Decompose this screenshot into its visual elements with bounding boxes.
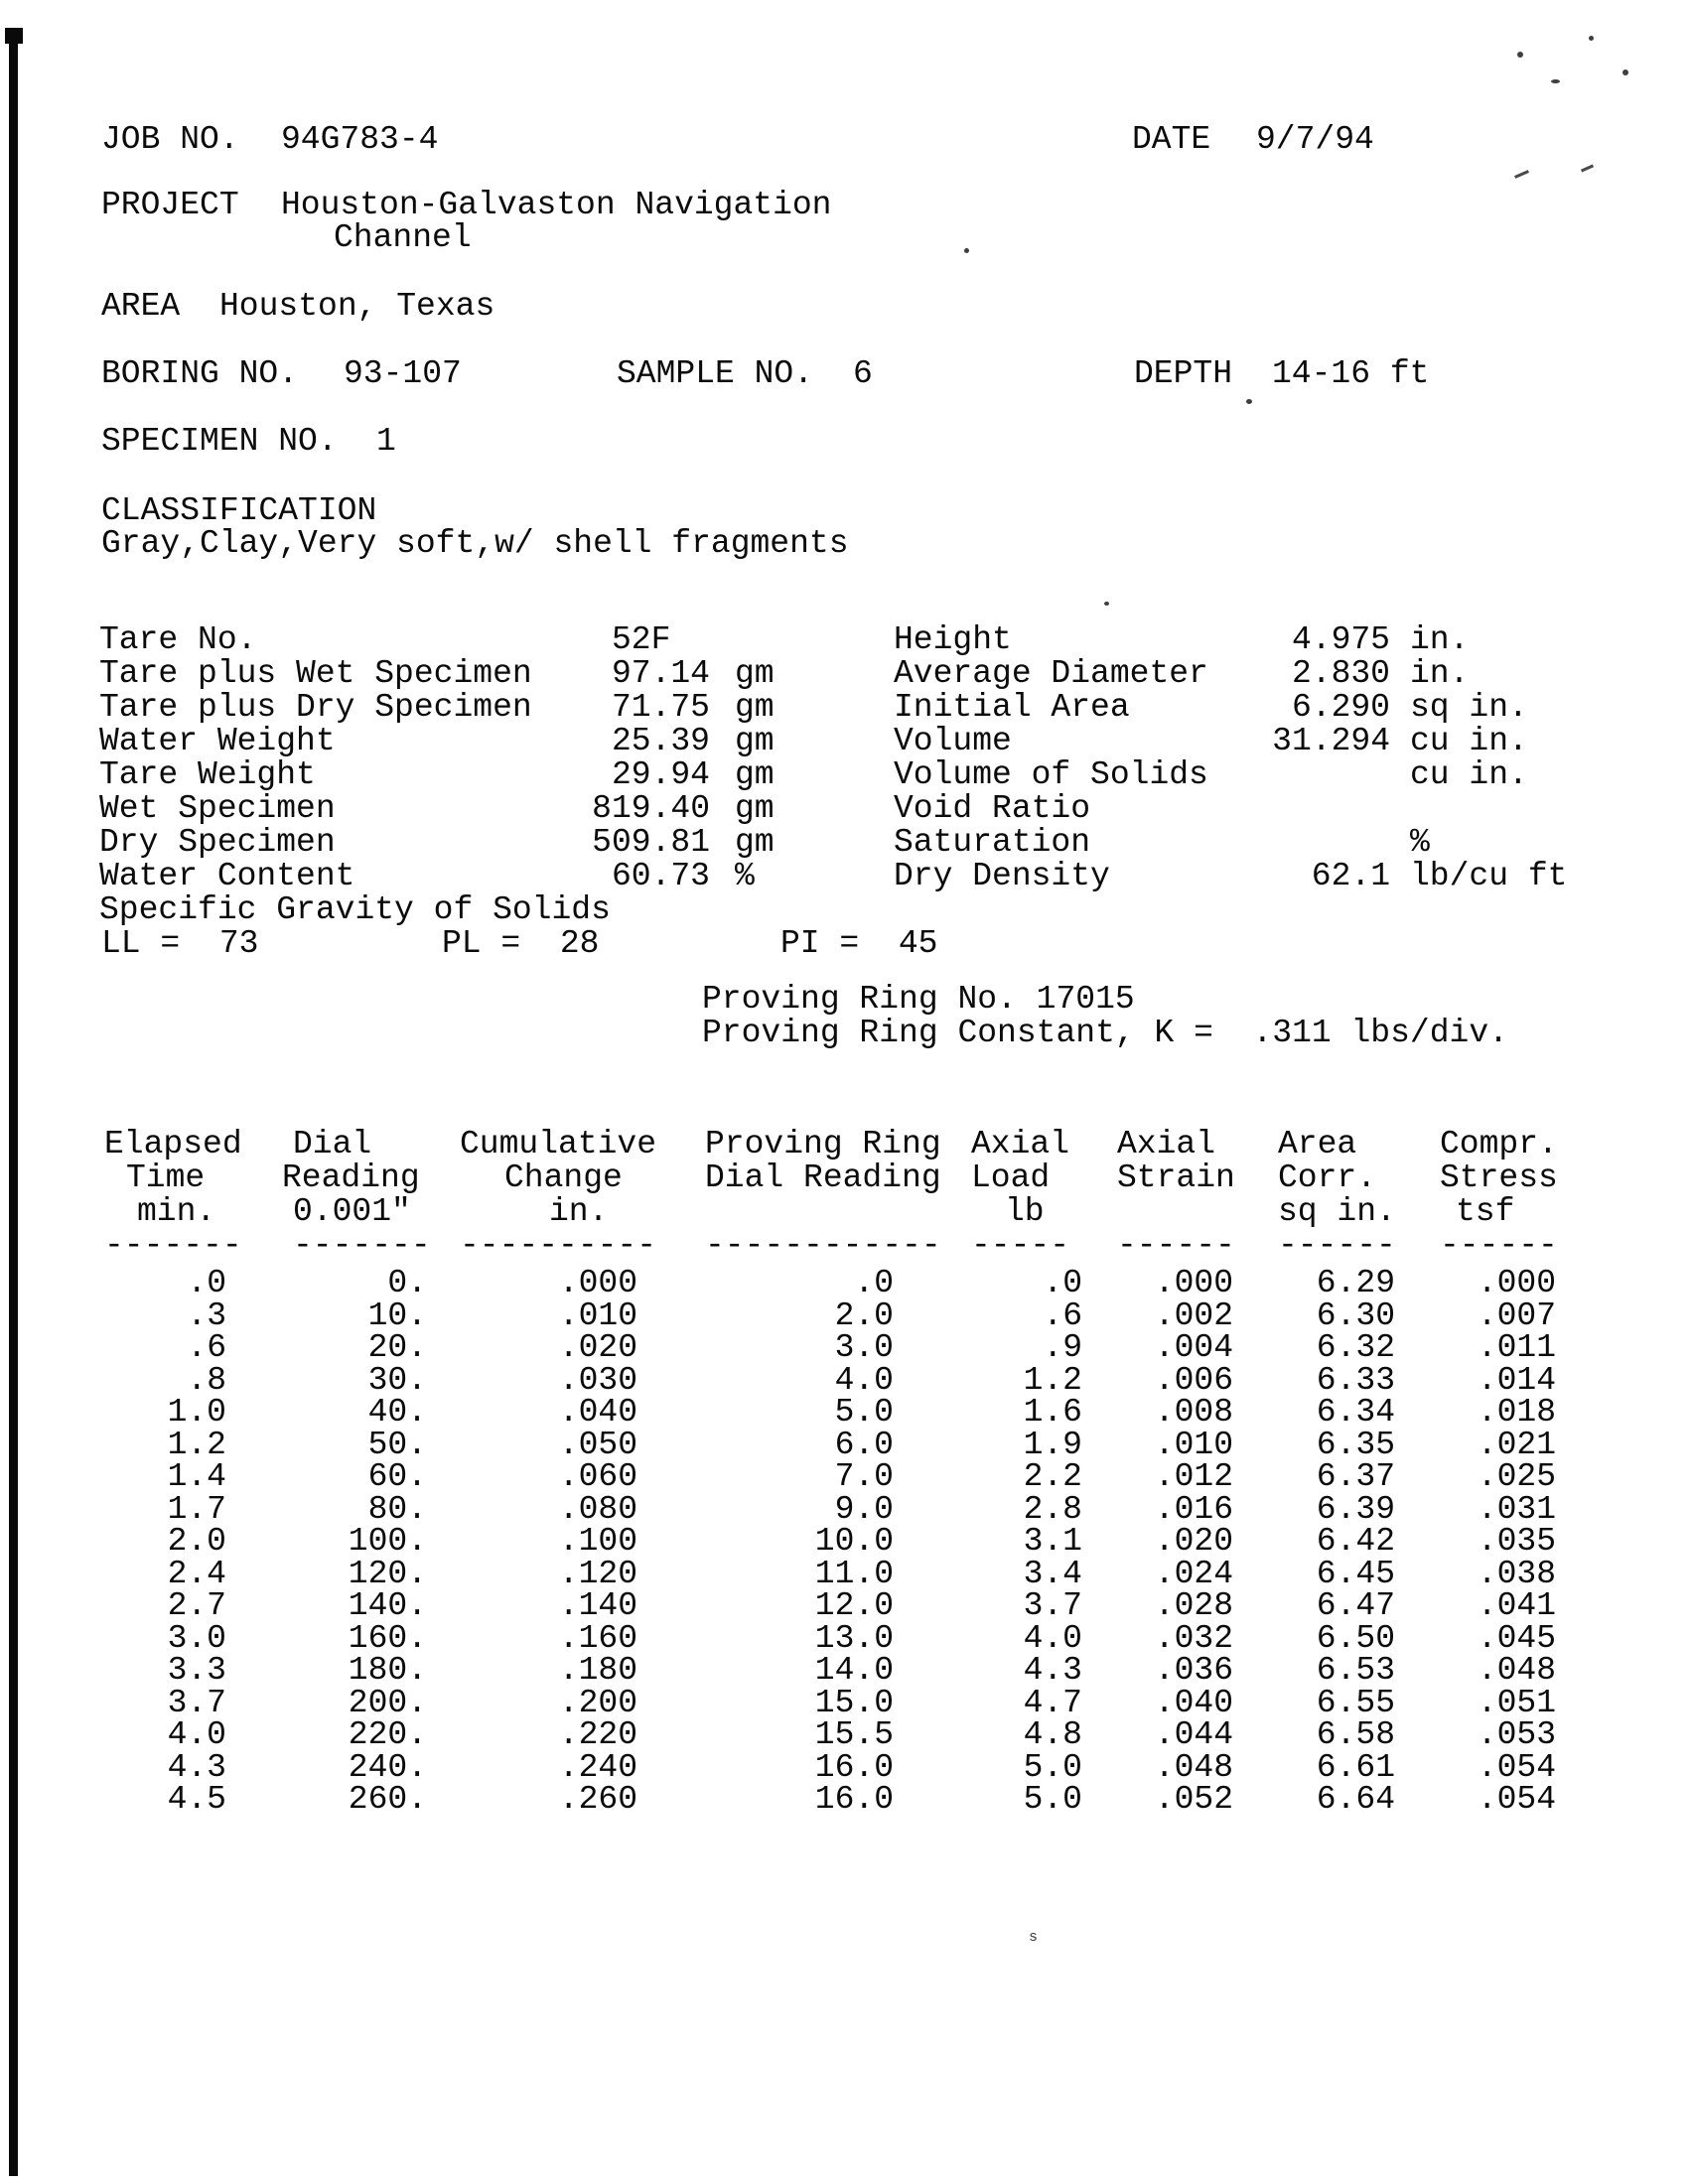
scan-speck — [1622, 69, 1628, 75]
table-cell: .100 — [558, 1523, 637, 1560]
table-cell: .080 — [558, 1490, 637, 1528]
col-header-dial: Dial — [293, 1126, 372, 1162]
table-cell: 14.0 — [814, 1652, 894, 1689]
project-value-line2: Channel — [334, 219, 472, 256]
table-cell: 6.47 — [1316, 1587, 1395, 1624]
table-row — [0, 1589, 1692, 1622]
scan-speck — [1551, 79, 1560, 83]
table-cell: 6.32 — [1316, 1329, 1395, 1366]
spec-row-unit: gm — [735, 723, 775, 759]
table-cell: 6.35 — [1316, 1426, 1395, 1463]
col-header-stress: Stress — [1440, 1160, 1558, 1196]
table-cell: .3 — [187, 1297, 226, 1334]
table-cell: 4.5 — [167, 1781, 226, 1818]
table-cell: 260. — [348, 1781, 427, 1818]
col-divider: ------------ — [705, 1227, 941, 1264]
table-cell: .038 — [1477, 1555, 1556, 1592]
table-cell: .180 — [558, 1652, 637, 1689]
spec-row-unit: in. — [1410, 655, 1470, 692]
col-unit-sq-in: sq in. — [1278, 1193, 1396, 1230]
table-cell: .048 — [1477, 1652, 1556, 1689]
table-cell: 6.30 — [1316, 1297, 1395, 1334]
spec-row-unit: gm — [735, 756, 775, 793]
table-cell: 6.53 — [1316, 1652, 1395, 1689]
table-cell: .052 — [1154, 1781, 1233, 1818]
spec-row-unit: gm — [735, 655, 775, 692]
table-row — [0, 1718, 1692, 1751]
spec-row-label: Dry Density — [894, 858, 1110, 894]
spec-row-unit: cu in. — [1410, 756, 1528, 793]
spec-row-label: Water Content — [99, 858, 355, 894]
table-cell: 12.0 — [814, 1587, 894, 1624]
project-value-line1: Houston-Galvaston Navigation — [281, 187, 832, 223]
scan-speck — [1517, 52, 1523, 58]
spec-row-value: 4.975 — [1291, 621, 1390, 658]
table-cell: 140. — [348, 1587, 427, 1624]
depth-label: DEPTH — [1134, 355, 1233, 392]
table-cell: 6.42 — [1316, 1523, 1395, 1560]
table-row — [0, 1490, 1692, 1528]
spec-row-unit: in. — [1410, 621, 1470, 658]
table-cell: .032 — [1154, 1619, 1233, 1657]
plasticity-index: PI = 45 — [780, 925, 938, 962]
table-row — [0, 1426, 1692, 1463]
table-cell: .008 — [1154, 1394, 1233, 1431]
scan-speck — [1514, 170, 1529, 179]
spec-row-value: 29.94 — [611, 756, 710, 793]
table-cell: 5.0 — [1023, 1748, 1082, 1786]
spec-row-value: 60.73 — [611, 858, 710, 894]
table-cell: .006 — [1154, 1361, 1233, 1399]
table-cell: 2.4 — [167, 1555, 226, 1592]
table-cell: .6 — [1043, 1297, 1082, 1334]
table-cell: .035 — [1477, 1523, 1556, 1560]
area-value: Houston, Texas — [219, 288, 495, 325]
spec-row-label: Tare plus Wet Specimen — [99, 655, 532, 692]
table-cell: 1.7 — [167, 1490, 226, 1528]
table-cell: .040 — [558, 1394, 637, 1431]
table-cell: .048 — [1154, 1748, 1233, 1786]
table-cell: 180. — [348, 1652, 427, 1689]
table-cell: 30. — [367, 1361, 427, 1399]
table-cell: .045 — [1477, 1619, 1556, 1657]
spec-row-unit: cu in. — [1410, 723, 1528, 759]
table-row — [0, 1748, 1692, 1786]
table-cell: .160 — [558, 1619, 637, 1657]
col-divider: ------ — [1278, 1227, 1396, 1264]
table-row — [0, 1525, 1692, 1558]
scan-speck — [1104, 602, 1109, 606]
scan-speck — [1589, 36, 1594, 41]
table-cell: 6.39 — [1316, 1490, 1395, 1528]
table-cell: .050 — [558, 1426, 637, 1463]
table-cell: .011 — [1477, 1329, 1556, 1366]
table-cell: 6.29 — [1316, 1265, 1395, 1301]
table-cell: 1.4 — [167, 1458, 226, 1495]
table-cell: .040 — [1154, 1684, 1233, 1721]
table-cell: .260 — [558, 1781, 637, 1818]
table-cell: .007 — [1477, 1297, 1556, 1334]
table-cell: 3.3 — [167, 1652, 226, 1689]
classification-value: Gray,Clay,Very soft,w/ shell fragments — [101, 525, 849, 562]
table-cell: 3.4 — [1023, 1555, 1082, 1592]
table-row — [0, 1361, 1692, 1399]
spec-row-unit: % — [735, 858, 755, 894]
table-cell: 3.0 — [167, 1619, 226, 1657]
col-header-proving-ring: Proving Ring — [705, 1126, 941, 1162]
boring-no-label: BORING NO. — [101, 355, 299, 392]
table-cell: 5.0 — [1023, 1781, 1082, 1818]
table-row — [0, 1460, 1692, 1493]
table-cell: .014 — [1477, 1361, 1556, 1399]
table-cell: .004 — [1154, 1329, 1233, 1366]
spec-row-value: 25.39 — [611, 723, 710, 759]
spec-row-value: 97.14 — [611, 655, 710, 692]
table-cell: .120 — [558, 1555, 637, 1592]
specimen-no-label: SPECIMEN NO. — [101, 423, 338, 460]
spec-row-value: 6.290 — [1291, 689, 1390, 726]
table-cell: .000 — [558, 1265, 637, 1301]
table-cell: 1.0 — [167, 1394, 226, 1431]
table-cell: 4.0 — [167, 1716, 226, 1753]
table-row — [0, 1684, 1692, 1721]
spec-row-label: Height — [894, 621, 1012, 658]
table-row — [0, 1555, 1692, 1592]
table-cell: 6.37 — [1316, 1458, 1395, 1495]
spec-row-label: Tare plus Dry Specimen — [99, 689, 532, 726]
table-cell: .9 — [1043, 1329, 1082, 1366]
table-cell: 1.2 — [1023, 1361, 1082, 1399]
table-cell: 200. — [348, 1684, 427, 1721]
table-cell: 120. — [348, 1555, 427, 1592]
table-cell: 10. — [367, 1297, 427, 1334]
spec-row-value: 31.294 — [1272, 723, 1390, 759]
spec-row-unit: gm — [735, 824, 775, 861]
table-cell: .030 — [558, 1361, 637, 1399]
spec-row-value: 2.830 — [1291, 655, 1390, 692]
table-cell: 160. — [348, 1619, 427, 1657]
table-cell: .140 — [558, 1587, 637, 1624]
table-cell: 6.0 — [834, 1426, 894, 1463]
table-cell: .6 — [187, 1329, 226, 1366]
table-cell: .000 — [1477, 1265, 1556, 1301]
table-cell: .054 — [1477, 1748, 1556, 1786]
table-row — [0, 1396, 1692, 1429]
table-cell: 20. — [367, 1329, 427, 1366]
spec-row-label: Initial Area — [894, 689, 1130, 726]
spec-row-unit: % — [1410, 824, 1430, 861]
table-cell: .010 — [1154, 1426, 1233, 1463]
table-cell: .012 — [1154, 1458, 1233, 1495]
table-cell: 1.2 — [167, 1426, 226, 1463]
table-cell: 4.0 — [1023, 1619, 1082, 1657]
table-cell: 220. — [348, 1716, 427, 1753]
table-cell: .036 — [1154, 1652, 1233, 1689]
col-header-elapsed: Elapsed — [104, 1126, 242, 1162]
spec-row-label: Dry Specimen — [99, 824, 336, 861]
plastic-limit: PL = 28 — [442, 925, 600, 962]
table-cell: 4.0 — [834, 1361, 894, 1399]
spec-row-unit: sq in. — [1410, 689, 1528, 726]
col-unit-in: in. — [549, 1193, 609, 1230]
table-row — [0, 1299, 1692, 1332]
col-header-dial-reading: Dial Reading — [705, 1160, 941, 1196]
table-cell: 6.45 — [1316, 1555, 1395, 1592]
table-cell: 6.58 — [1316, 1716, 1395, 1753]
specimen-no-value: 1 — [376, 423, 396, 460]
scan-edge-artifact — [9, 30, 18, 2176]
proving-ring-constant: Proving Ring Constant, K = .311 lbs/div. — [702, 1015, 1508, 1051]
depth-value: 14-16 ft — [1272, 355, 1430, 392]
spec-row-label: Volume of Solids — [894, 756, 1208, 793]
table-row — [0, 1331, 1692, 1364]
col-header-time: Time — [126, 1160, 206, 1196]
col-header-reading: Reading — [282, 1160, 420, 1196]
spec-row-value: 62.1 — [1311, 858, 1390, 894]
date-label: DATE — [1132, 121, 1211, 158]
table-cell: .025 — [1477, 1458, 1556, 1495]
table-cell: .010 — [558, 1297, 637, 1334]
job-no-value: 94G783-4 — [281, 121, 439, 158]
scan-speck — [964, 248, 969, 253]
proving-ring-no: Proving Ring No. 17015 — [702, 981, 1135, 1018]
table-cell: 15.5 — [814, 1716, 894, 1753]
spec-row-label: Tare Weight — [99, 756, 316, 793]
table-cell: .240 — [558, 1748, 637, 1786]
scan-speck — [1246, 399, 1252, 404]
table-cell: .8 — [187, 1361, 226, 1399]
table-cell: 6.33 — [1316, 1361, 1395, 1399]
col-divider: ------- — [293, 1227, 431, 1264]
col-header-change: Change — [504, 1160, 623, 1196]
spec-row-label: Wet Specimen — [99, 790, 336, 827]
spec-row-label: Average Diameter — [894, 655, 1208, 692]
table-cell: .002 — [1154, 1297, 1233, 1334]
col-divider: ----- — [971, 1227, 1070, 1264]
table-cell: 16.0 — [814, 1748, 894, 1786]
table-cell: 2.0 — [167, 1523, 226, 1560]
table-cell: 3.7 — [167, 1684, 226, 1721]
table-row — [0, 1619, 1692, 1657]
sample-no-value: 6 — [853, 355, 873, 392]
table-cell: 2.7 — [167, 1587, 226, 1624]
spec-row-label: Saturation — [894, 824, 1091, 861]
table-cell: 100. — [348, 1523, 427, 1560]
col-header-corr: Corr. — [1278, 1160, 1377, 1196]
table-cell: 6.55 — [1316, 1684, 1395, 1721]
col-unit-tsf: tsf — [1456, 1193, 1515, 1230]
table-cell: 4.8 — [1023, 1716, 1082, 1753]
table-cell: .220 — [558, 1716, 637, 1753]
spec-row-unit: lb/cu ft — [1410, 858, 1568, 894]
table-cell: 3.0 — [834, 1329, 894, 1366]
date-value: 9/7/94 — [1256, 121, 1374, 158]
col-unit-inches: 0.001" — [293, 1193, 411, 1230]
table-cell: 15.0 — [814, 1684, 894, 1721]
table-cell: 2.0 — [834, 1297, 894, 1334]
scan-speck — [1581, 164, 1594, 172]
table-cell: 1.6 — [1023, 1394, 1082, 1431]
table-cell: .000 — [1154, 1265, 1233, 1301]
table-cell: .028 — [1154, 1587, 1233, 1624]
col-unit-min: min. — [137, 1193, 216, 1230]
table-cell: 3.1 — [1023, 1523, 1082, 1560]
table-cell: 240. — [348, 1748, 427, 1786]
table-cell: .0 — [1043, 1265, 1082, 1301]
table-cell: 10.0 — [814, 1523, 894, 1560]
table-cell: 3.7 — [1023, 1587, 1082, 1624]
table-cell: 5.0 — [834, 1394, 894, 1431]
col-divider: ------- — [104, 1227, 242, 1264]
table-cell: .0 — [854, 1265, 894, 1301]
scan-edge-artifact-top — [5, 28, 23, 44]
table-cell: 50. — [367, 1426, 427, 1463]
table-cell: .020 — [558, 1329, 637, 1366]
spec-row-value: 52F — [611, 621, 710, 658]
table-cell: .051 — [1477, 1684, 1556, 1721]
col-header-axial-load-1: Axial — [971, 1126, 1070, 1162]
table-cell: .044 — [1154, 1716, 1233, 1753]
table-cell: 4.3 — [167, 1748, 226, 1786]
col-divider: ------ — [1117, 1227, 1235, 1264]
col-header-strain: Strain — [1117, 1160, 1235, 1196]
table-cell: 80. — [367, 1490, 427, 1528]
spec-row-value: 819.40 — [592, 790, 710, 827]
col-unit-lb: lb — [1005, 1193, 1045, 1230]
table-cell: 4.7 — [1023, 1684, 1082, 1721]
table-cell: .018 — [1477, 1394, 1556, 1431]
spec-row-label: Water Weight — [99, 723, 336, 759]
table-cell: 9.0 — [834, 1490, 894, 1528]
project-label: PROJECT — [101, 187, 239, 223]
boring-no-value: 93-107 — [344, 355, 462, 392]
table-cell: 6.64 — [1316, 1781, 1395, 1818]
col-header-compr: Compr. — [1440, 1126, 1558, 1162]
liquid-limit: LL = 73 — [101, 925, 259, 962]
col-divider: ------ — [1440, 1227, 1558, 1264]
table-cell: .021 — [1477, 1426, 1556, 1463]
table-cell: 16.0 — [814, 1781, 894, 1818]
table-cell: 6.61 — [1316, 1748, 1395, 1786]
table-cell: .200 — [558, 1684, 637, 1721]
col-header-cumulative: Cumulative — [460, 1126, 657, 1162]
table-cell: 6.50 — [1316, 1619, 1395, 1657]
table-cell: 1.9 — [1023, 1426, 1082, 1463]
spec-row-label: Tare No. — [99, 621, 257, 658]
table-cell: .0 — [187, 1265, 226, 1301]
scan-speck-glyph: s — [1029, 1929, 1039, 1946]
table-cell: .016 — [1154, 1490, 1233, 1528]
spec-row-unit: gm — [735, 689, 775, 726]
table-cell: 0. — [387, 1265, 427, 1301]
table-cell: 6.34 — [1316, 1394, 1395, 1431]
job-no-label: JOB NO. — [101, 121, 239, 158]
table-cell: 4.3 — [1023, 1652, 1082, 1689]
table-cell: .054 — [1477, 1781, 1556, 1818]
table-cell: 13.0 — [814, 1619, 894, 1657]
table-cell: 60. — [367, 1458, 427, 1495]
table-row — [0, 1783, 1692, 1816]
table-cell: 11.0 — [814, 1555, 894, 1592]
spec-row-label: Void Ratio — [894, 790, 1091, 827]
table-row — [0, 1654, 1692, 1687]
spec-row-value: 71.75 — [611, 689, 710, 726]
col-header-axial-strain-1: Axial — [1117, 1126, 1216, 1162]
table-cell: 40. — [367, 1394, 427, 1431]
table-cell: .020 — [1154, 1523, 1233, 1560]
table-cell: .031 — [1477, 1490, 1556, 1528]
spec-row-unit: gm — [735, 790, 775, 827]
table-cell: 2.2 — [1023, 1458, 1082, 1495]
table-cell: .024 — [1154, 1555, 1233, 1592]
spec-row-value: 509.81 — [592, 824, 710, 861]
table-row — [0, 1267, 1692, 1299]
sample-no-label: SAMPLE NO. — [617, 355, 814, 392]
area-label: AREA — [101, 288, 181, 325]
table-cell: 7.0 — [834, 1458, 894, 1495]
table-cell: .060 — [558, 1458, 637, 1495]
classification-label: CLASSIFICATION — [101, 492, 377, 529]
table-cell: 2.8 — [1023, 1490, 1082, 1528]
spec-row-label: Volume — [894, 723, 1012, 759]
col-divider: ---------- — [460, 1227, 657, 1264]
table-cell: .041 — [1477, 1587, 1556, 1624]
spec-row-label: Specific Gravity of Solids — [99, 891, 611, 928]
col-header-load: Load — [971, 1160, 1051, 1196]
table-cell: .053 — [1477, 1716, 1556, 1753]
col-header-area: Area — [1278, 1126, 1357, 1162]
